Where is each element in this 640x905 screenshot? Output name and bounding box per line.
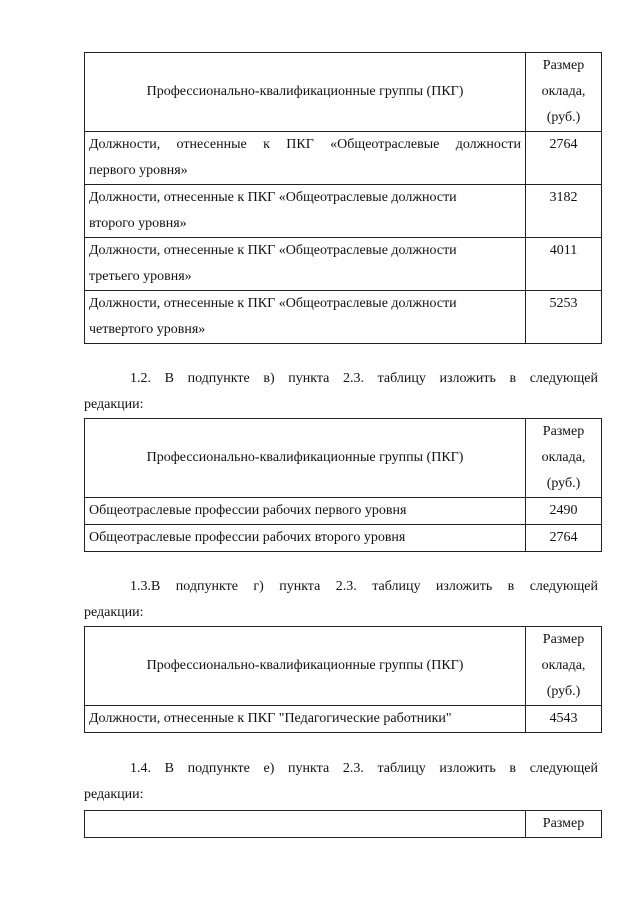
table-row <box>85 498 602 525</box>
row-name: Общеотраслевые профессии рабочих первого уровня <box>85 498 526 525</box>
table-row <box>85 291 602 344</box>
header-salary: Размер оклада, (руб.) <box>526 419 602 498</box>
salary-table-teachers <box>84 626 602 733</box>
header-salary: Размер <box>526 811 602 838</box>
header-salary-line2: оклада, <box>541 84 586 99</box>
row-name: Должности, отнесенные к ПКГ «Общеотраслевые должности третьего уровня» <box>85 238 526 291</box>
row-value: 2490 <box>526 498 602 525</box>
paragraph-1-3: 1.3.В подпункте г) пункта 2.3. таблицу изложить в следующей редакции: <box>84 579 598 620</box>
header-salary <box>526 53 602 132</box>
table-row <box>85 185 602 238</box>
row-name: Должности, отнесенные к ПКГ «Общеотраслевые должности второго уровня» <box>85 185 526 238</box>
table-header-row <box>85 811 602 838</box>
table-row <box>85 525 602 552</box>
salary-table-partial <box>84 810 602 838</box>
row-value: 4011 <box>526 238 602 291</box>
table-row <box>85 132 602 185</box>
header-pkg: Профессионально-квалификационные группы (ПКГ) <box>85 419 526 498</box>
row-value: 3182 <box>526 185 602 238</box>
paragraph-1-2: 1.2. В подпункте в) пункта 2.3. таблицу изложить в следующей редакции: <box>84 371 598 412</box>
header-salary-line1: Размер <box>542 58 585 73</box>
row-name: Должности, отнесенные к ПКГ «Общеотраслевые должности четвертого уровня» <box>85 291 526 344</box>
row-name: Должности, отнесенные к ПКГ «Общеотраслевые должности первого уровня» <box>85 132 526 185</box>
salary-table-general-positions <box>84 52 602 344</box>
header-salary-line3: (руб.) <box>546 110 581 125</box>
row-value: 2764 <box>526 525 602 552</box>
table-header-row <box>85 419 602 498</box>
table-header-row <box>85 627 602 706</box>
header-pkg: Профессионально-квалификационные группы (ПКГ) <box>85 627 526 706</box>
table-header-row <box>85 53 602 132</box>
row-name: Общеотраслевые профессии рабочих второго уровня <box>85 525 526 552</box>
row-value: 2764 <box>526 132 602 185</box>
paragraph-1-4: 1.4. В подпункте е) пункта 2.3. таблицу изложить в следующей редакции: <box>84 761 598 802</box>
salary-table-workers <box>84 418 602 552</box>
header-pkg: Профессионально-квалификационные группы (ПКГ) <box>85 53 526 132</box>
table-row <box>85 238 602 291</box>
row-value: 5253 <box>526 291 602 344</box>
table-row <box>85 706 602 733</box>
row-value: 4543 <box>526 706 602 733</box>
header-pkg-empty <box>85 811 526 838</box>
header-salary: Размер оклада, (руб.) <box>526 627 602 706</box>
row-name: Должности, отнесенные к ПКГ "Педагогические работники" <box>85 706 526 733</box>
